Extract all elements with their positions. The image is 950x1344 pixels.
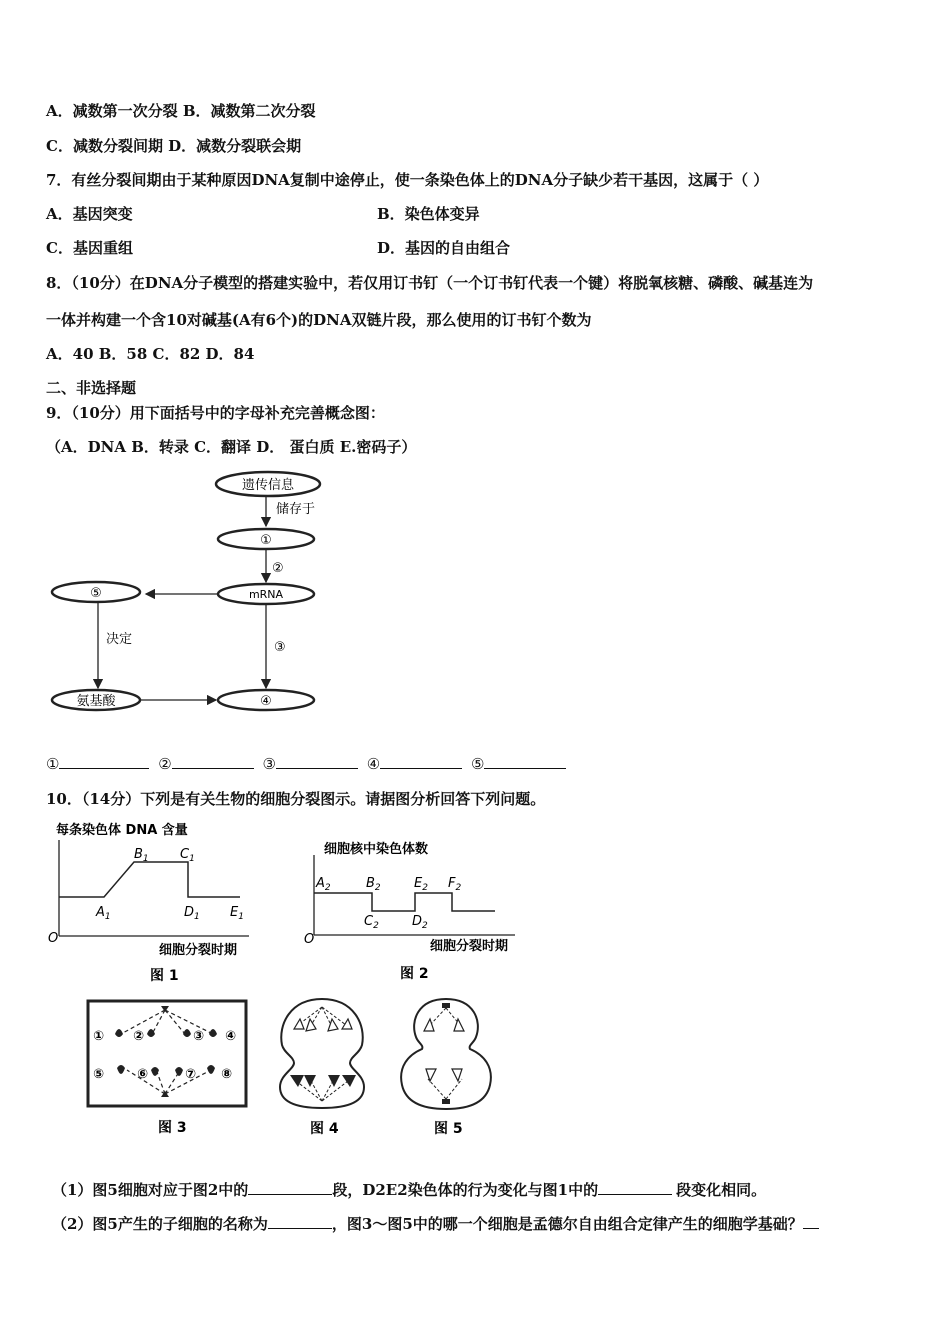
q10-sub1-part-c: 段变化相同。 — [676, 1181, 767, 1199]
node-mrna-label: mRNA — [248, 588, 284, 601]
fig2-point-a: $A_2$ — [316, 876, 331, 893]
answer-blank-1[interactable] — [59, 754, 149, 769]
node-amino-acid-label: 氨基酸 — [76, 694, 116, 709]
fig4-caption: 图 4 — [310, 1121, 339, 1137]
fig4-cell-outline — [280, 999, 364, 1108]
q10-sub1-part-a: （1）图5细胞对应于图2中的 — [52, 1181, 249, 1199]
fig5-centriole-bottom — [442, 1099, 450, 1104]
fig3-num-8: ⑧ — [221, 1067, 233, 1082]
blank-label-5: ⑤ — [470, 755, 485, 773]
fig1-point-a: $A_1$ — [96, 905, 111, 922]
q10-sub1-blank-1[interactable] — [248, 1180, 332, 1195]
figure-1-dna-content-graph — [44, 818, 264, 986]
q7-option-a: A．基因突变 — [46, 205, 133, 223]
q7-option-c: C．基因重组 — [46, 239, 133, 257]
fig1-point-c: $C_1$ — [180, 847, 195, 864]
q10-sub1 — [52, 1180, 766, 1200]
fig5-cell-outline — [401, 999, 491, 1109]
q8-line1: 8．（10分）在DNA分子模型的搭建实验中，若仅用订书钉（一个订书钉代表一个键）将脱氧核糖、磷酸、碱基连为 — [46, 274, 814, 292]
fig3-num-5: ⑤ — [93, 1067, 105, 1082]
label-store: 储存于 — [276, 502, 316, 517]
section-heading: 二、非选择题 — [46, 379, 137, 397]
fig2-curve — [314, 893, 495, 911]
fig2-xlabel: 细胞分裂时期 — [430, 939, 509, 954]
fig5-caption: 图 5 — [434, 1121, 463, 1137]
q10-sub2-part-b: ，图3～图5中的哪一个细胞是孟德尔自由组合定律产生的细胞学基础？ — [331, 1215, 803, 1233]
fig2-point-b: $B_2$ — [366, 876, 381, 893]
node-1-label: ① — [260, 533, 272, 548]
node-4-label: ④ — [260, 694, 272, 709]
fig2-ylabel: 细胞核中染色体数 — [324, 842, 429, 857]
fig1-xlabel: 细胞分裂时期 — [159, 943, 238, 958]
blank-label-2: ② — [158, 755, 172, 773]
blank-label-1: ① — [46, 755, 60, 773]
q10-sub2-blank-2[interactable] — [803, 1214, 819, 1229]
fig1-ylabel: 每条染色体 DNA 含量 — [56, 823, 188, 838]
fig1-point-e: $E_1$ — [230, 905, 244, 922]
answer-blank-3[interactable] — [276, 754, 358, 769]
q9-stem: 9．（10分）用下面括号中的字母补充完善概念图： — [46, 404, 385, 422]
q10-sub2-blank-1[interactable] — [268, 1214, 332, 1229]
figure-3-cell-diagram — [85, 998, 255, 1140]
q10-sub1-blank-2[interactable] — [598, 1180, 672, 1195]
q7-option-d: D．基因的自由组合 — [377, 239, 511, 257]
figure-2-chromosome-number-graph — [300, 835, 530, 985]
fig3-num-3: ③ — [193, 1029, 205, 1044]
answer-blank-4[interactable] — [380, 754, 462, 769]
q10-sub2-part-a: （2）图5产生的子细胞的名称为 — [52, 1215, 268, 1233]
node-5-label: ⑤ — [90, 586, 102, 601]
fig2-origin: O — [304, 932, 315, 947]
q8-line2: 一体并构建一个含10对碱基(A有6个)的DNA双链片段，那么使用的订书钉个数为 — [46, 311, 592, 329]
label-decide: 决定 — [106, 632, 133, 647]
fig3-caption: 图 3 — [158, 1120, 187, 1136]
fig2-caption: 图 2 — [400, 966, 429, 982]
fig3-num-4: ④ — [225, 1029, 237, 1044]
fig2-point-f: $F_2$ — [448, 876, 462, 893]
fig3-num-2: ② — [133, 1029, 145, 1044]
q7-stem: 7．有丝分裂间期由于某种原因DNA复制中途停止，使一条染色体上的DNA分子缺少若干基因，这属于（ ） — [46, 171, 769, 189]
fig5-centriole-top — [442, 1003, 450, 1008]
q10-sub1-part-b: 段，D2E2染色体的行为变化与图1中的 — [332, 1181, 599, 1199]
q9-letter-options: （A．DNA B．转录 C．翻译 D． 蛋白质 E.密码子） — [46, 438, 417, 456]
concept-map-diagram — [46, 468, 336, 720]
node-genetic-info-label: 遗传信息 — [241, 478, 295, 493]
fig2-point-e: $E_2$ — [414, 876, 428, 893]
fig2-point-d: $D_2$ — [412, 914, 428, 931]
q7-option-b: B．染色体变异 — [377, 205, 480, 223]
figure-4-cell-diagram — [266, 995, 378, 1140]
fig3-num-1: ① — [93, 1029, 105, 1044]
fig1-point-b: $B_1$ — [134, 847, 149, 864]
fig3-num-6: ⑥ — [137, 1067, 149, 1082]
fig3-num-7: ⑦ — [185, 1067, 197, 1082]
fig1-point-d: $D_1$ — [184, 905, 200, 922]
q9-answer-blanks — [46, 754, 566, 774]
fig2-point-c: $C_2$ — [364, 914, 379, 931]
q10-stem: 10．（14分）下列是有关生物的细胞分裂图示。请据图分析回答下列问题。 — [46, 790, 546, 808]
figure-5-cell-diagram — [390, 995, 502, 1140]
fig1-caption: 图 1 — [150, 968, 179, 984]
q6-options-cd: C．减数分裂间期 D．减数分裂联会期 — [46, 137, 302, 155]
blank-label-4: ④ — [366, 755, 381, 773]
label-3: ③ — [274, 640, 286, 655]
label-2: ② — [272, 561, 284, 576]
blank-label-3: ③ — [262, 755, 276, 773]
answer-blank-5[interactable] — [484, 754, 566, 769]
fig1-origin: O — [48, 931, 59, 946]
q6-options-ab: A．减数第一次分裂 B．减数第二次分裂 — [46, 102, 316, 120]
q8-options: A．40 B．58 C．82 D．84 — [46, 345, 255, 363]
fig1-curve — [59, 862, 240, 897]
q10-sub2 — [52, 1214, 819, 1234]
answer-blank-2[interactable] — [172, 754, 254, 769]
fig3-cell-border — [88, 1001, 246, 1106]
